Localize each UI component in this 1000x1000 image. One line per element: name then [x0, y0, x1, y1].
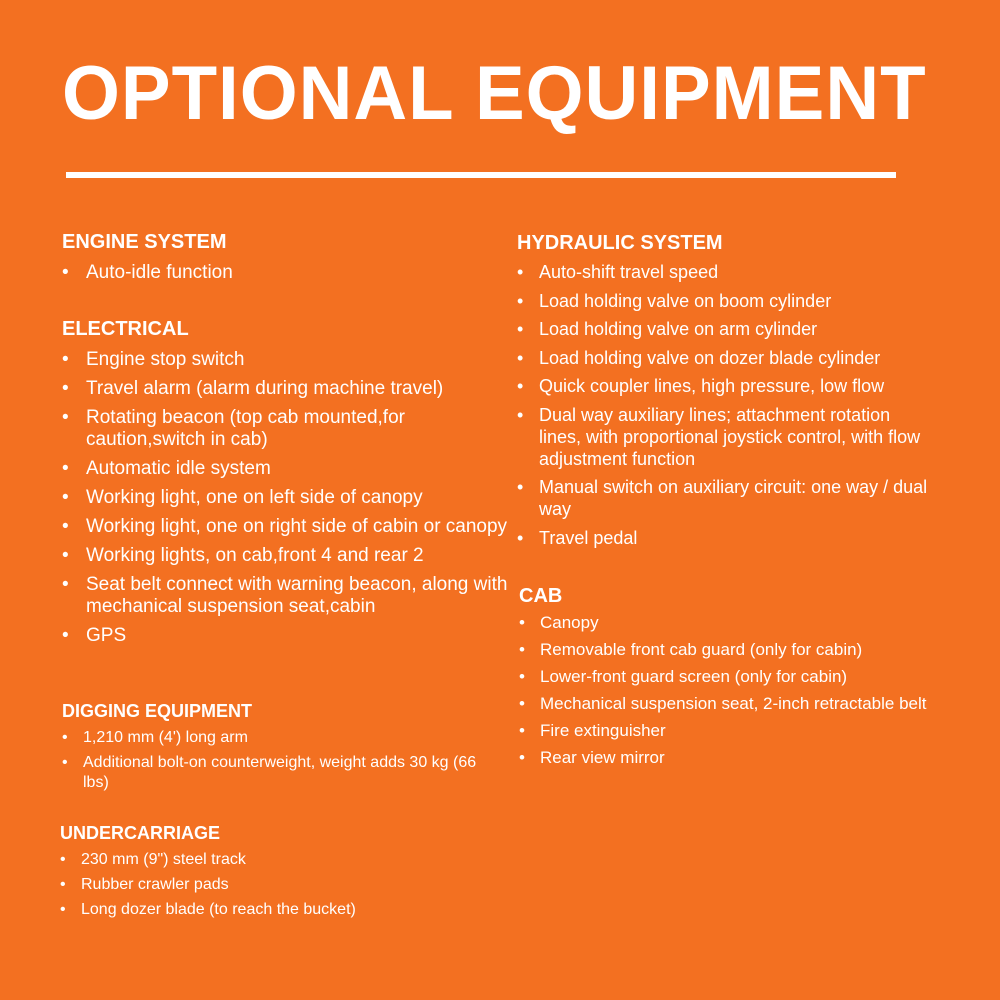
item-list	[62, 262, 502, 284]
list-item	[519, 639, 949, 660]
list-item-text: Lower-front guard screen (only for cabin)	[540, 667, 848, 686]
bullet-icon: •	[62, 545, 69, 566]
list-item	[62, 574, 512, 618]
list-item-text: Mechanical suspension seat, 2-inch retractable belt	[540, 694, 927, 713]
list-item	[519, 612, 949, 633]
list-item	[517, 347, 937, 369]
list-item	[517, 290, 937, 312]
section-heading: ELECTRICAL	[62, 318, 189, 340]
list-item	[517, 375, 937, 397]
section-heading: HYDRAULIC SYSTEM	[517, 232, 723, 254]
list-item	[519, 720, 949, 741]
bullet-icon: •	[62, 262, 69, 283]
list-item	[62, 625, 512, 647]
list-item-text: Travel pedal	[539, 527, 638, 548]
list-item	[517, 476, 937, 520]
list-item-text: Auto-idle function	[86, 262, 233, 283]
bullet-icon: •	[62, 487, 69, 508]
bullet-icon: •	[519, 640, 525, 659]
list-item-text: Long dozer blade (to reach the bucket)	[81, 901, 356, 918]
bullet-icon: •	[62, 516, 69, 537]
list-item-text: GPS	[86, 625, 127, 646]
item-list	[519, 612, 949, 768]
list-item-text: Engine stop switch	[86, 349, 245, 370]
title-divider	[66, 172, 896, 178]
section-heading: ENGINE SYSTEM	[62, 231, 227, 253]
bullet-icon: •	[517, 527, 524, 548]
list-item	[60, 875, 480, 895]
list-item	[517, 318, 937, 340]
bullet-icon: •	[517, 477, 524, 497]
bullet-icon: •	[62, 349, 69, 370]
list-item	[60, 900, 480, 920]
bullet-icon: •	[62, 458, 69, 479]
bullet-icon: •	[62, 378, 69, 399]
page-title: OPTIONAL EQUIPMENT	[62, 51, 927, 136]
list-item-text: 1,210 mm (4') long arm	[83, 729, 248, 746]
list-item-text: Dual way auxiliary lines; attachment rotation lines, with proportional joystick control, with flow adjustment function	[539, 404, 921, 469]
list-item-text: Removable front cab guard (only for cabin)	[540, 640, 863, 659]
bullet-icon: •	[517, 404, 524, 425]
bullet-icon: •	[519, 721, 525, 740]
list-item	[62, 487, 512, 509]
list-item	[60, 850, 480, 870]
bullet-icon: •	[60, 851, 66, 868]
list-item	[517, 527, 937, 549]
list-item-text: Manual switch on auxiliary circuit: one way / dual way	[539, 477, 928, 519]
item-list	[62, 349, 512, 647]
list-item	[62, 458, 512, 480]
list-item	[62, 516, 512, 538]
list-item	[62, 349, 512, 371]
bullet-icon: •	[517, 319, 524, 339]
bullet-icon: •	[60, 876, 66, 893]
section-heading: CAB	[519, 585, 563, 607]
bullet-icon: •	[517, 376, 524, 396]
list-item-text: Canopy	[540, 613, 599, 632]
list-item	[62, 545, 512, 567]
list-item-text: 230 mm (9") steel track	[81, 851, 246, 868]
list-item-text: Load holding valve on dozer blade cylinder	[539, 347, 881, 368]
bullet-icon: •	[62, 754, 68, 771]
hydraulic-system-section	[517, 231, 937, 555]
cab-section	[519, 584, 949, 774]
electrical-section	[62, 317, 512, 654]
list-item-text: Seat belt connect with warning beacon, along with mechanical suspension seat,cabin	[86, 574, 508, 617]
list-item	[517, 261, 937, 283]
undercarriage-section	[60, 822, 480, 925]
bullet-icon: •	[62, 729, 68, 746]
section-heading: UNDERCARRIAGE	[60, 823, 221, 843]
digging-equipment-section	[62, 700, 482, 798]
list-item-text: Load holding valve on arm cylinder	[539, 319, 818, 339]
section-heading: DIGGING EQUIPMENT	[62, 701, 253, 721]
list-item-text: Travel alarm (alarm during machine travel)	[86, 378, 444, 399]
bullet-icon: •	[519, 613, 525, 632]
list-item	[517, 404, 937, 470]
list-item-text: Fire extinguisher	[540, 721, 666, 740]
list-item-text: Working light, one on left side of canopy	[86, 487, 423, 508]
bullet-icon: •	[519, 748, 525, 767]
list-item	[519, 747, 949, 768]
list-item-text: Quick coupler lines, high pressure, low flow	[539, 376, 885, 396]
list-item-text: Auto-shift travel speed	[539, 262, 719, 282]
list-item-text: Working lights, on cab,front 4 and rear 2	[86, 545, 424, 566]
list-item-text: Rotating beacon (top cab mounted,for caution,switch in cab)	[86, 407, 405, 450]
list-item	[62, 728, 482, 748]
bullet-icon: •	[517, 347, 524, 368]
engine-system-section	[62, 230, 502, 291]
bullet-icon: •	[62, 574, 69, 595]
list-item-text: Working light, one on right side of cabin or canopy	[86, 516, 508, 537]
list-item	[62, 753, 482, 793]
item-list	[517, 261, 937, 549]
list-item-text: Additional bolt-on counterweight, weight adds 30 kg (66 lbs)	[83, 754, 477, 791]
list-item-text: Rubber crawler pads	[81, 876, 229, 893]
list-item	[519, 666, 949, 687]
list-item-text: Rear view mirror	[540, 748, 665, 767]
list-item	[62, 262, 502, 284]
item-list	[62, 728, 482, 793]
bullet-icon: •	[519, 667, 525, 686]
list-item	[62, 378, 512, 400]
bullet-icon: •	[62, 407, 69, 428]
item-list	[60, 850, 480, 920]
bullet-icon: •	[517, 290, 524, 311]
list-item	[519, 693, 949, 714]
bullet-icon: •	[519, 694, 525, 713]
bullet-icon: •	[60, 901, 66, 918]
list-item-text: Automatic idle system	[86, 458, 271, 479]
bullet-icon: •	[62, 625, 69, 646]
list-item	[62, 407, 512, 451]
list-item-text: Load holding valve on boom cylinder	[539, 290, 832, 311]
bullet-icon: •	[517, 262, 524, 282]
